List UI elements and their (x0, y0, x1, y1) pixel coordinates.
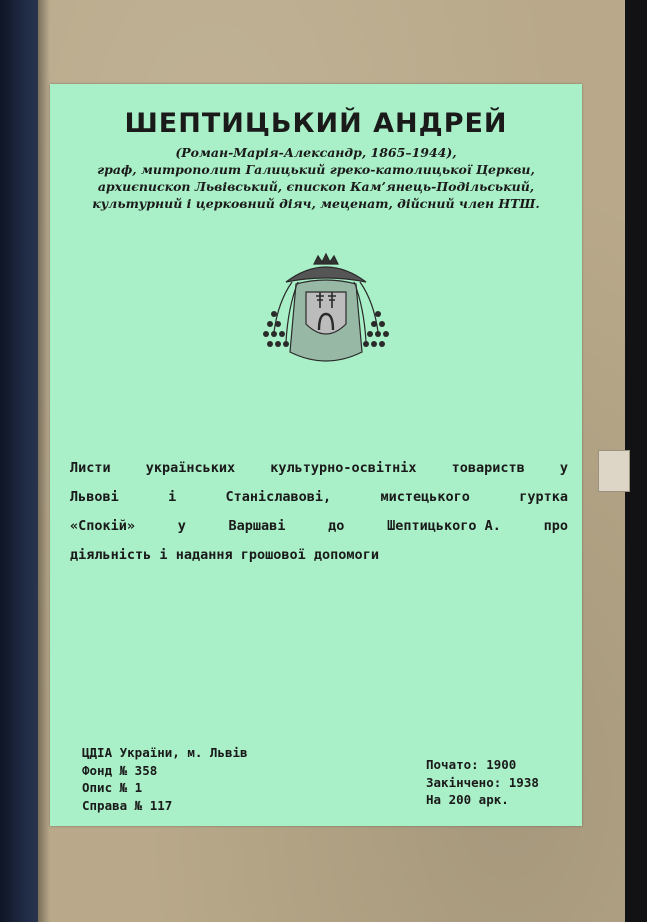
description-word: у (559, 460, 568, 476)
archive-opys: Опис № 1 (82, 780, 143, 795)
coat-of-arms-icon (256, 252, 396, 372)
description-word: діяльність (70, 547, 152, 563)
title-label (50, 84, 582, 826)
subtitle-line: культурний і церковний діяч, меценат, дійсний член НТШ. (92, 196, 540, 211)
description-word: допомоги (313, 547, 379, 563)
date-range (426, 756, 539, 809)
description-word: культурно-освітніх (270, 460, 417, 476)
description-word: до (328, 518, 345, 534)
description-line (70, 512, 568, 541)
subtitle-line: (Роман-Марія-Александр, 1865–1944), (175, 145, 457, 160)
archive-institution: ЦДІА України, м. Львів (82, 745, 248, 760)
description-word: Станіславові, (225, 489, 332, 505)
document-title: ШЕПТИЦЬКИЙ АНДРЕЙ (124, 108, 508, 139)
description-word: «Спокій» (70, 518, 136, 534)
description-word: надання (175, 547, 233, 563)
archive-fond: Фонд № 358 (82, 762, 158, 778)
description-word: Львові (70, 489, 119, 505)
description-word: Шептицького А. (387, 518, 501, 534)
subtitle-line: граф, митрополит Галицький греко-католицької Церкви, (97, 162, 535, 177)
sheet-count: На 200 арк. (426, 792, 509, 807)
archive-sprava: Справа № 117 (82, 797, 173, 813)
document-subtitle (50, 144, 582, 212)
description-word: гуртка (519, 489, 568, 505)
description-line (70, 541, 568, 570)
description-line (70, 454, 568, 483)
description-word: мистецького (380, 489, 470, 505)
folder-tab (598, 450, 630, 492)
subtitle-line: архиєпископ Львівський, єпископ Кам’янець-Подільський, (97, 179, 535, 194)
book-spine (0, 0, 40, 922)
date-finished: Закінчено: 1938 (426, 774, 539, 790)
cover-shadow (38, 0, 50, 922)
date-started: Почато: 1900 (426, 757, 517, 772)
archive-reference (82, 744, 248, 814)
document-description (70, 454, 568, 570)
description-word: і (168, 489, 177, 505)
description-word: про (543, 518, 568, 534)
description-word: грошової (240, 547, 306, 563)
description-word: українських (145, 460, 236, 476)
description-word: Листи (70, 460, 111, 476)
description-word: Варшаві (228, 518, 286, 534)
description-word: і (159, 547, 168, 563)
description-line (70, 483, 568, 512)
description-word: у (177, 518, 186, 534)
description-word: товариств (451, 460, 525, 476)
